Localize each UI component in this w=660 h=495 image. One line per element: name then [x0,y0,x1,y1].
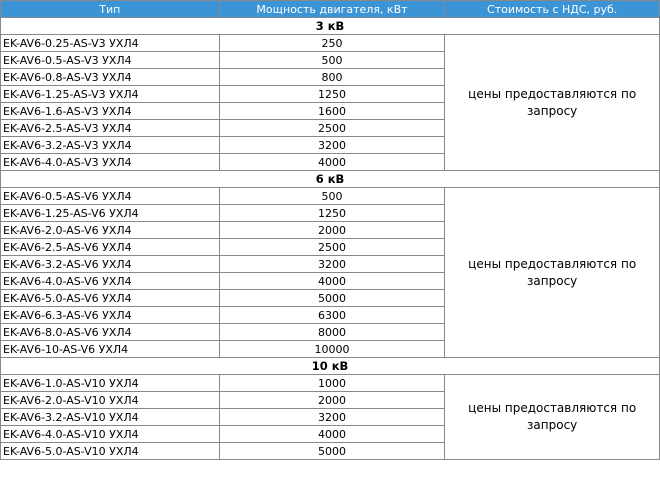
table-row [1,375,659,391]
cell-type: EK-AV6-4.0-AS-V6 УХЛ4 [1,273,219,289]
cell-power: 1250 [220,205,445,221]
cell-power: 4000 [220,426,445,442]
cell-price-note: цены предоставляются по запросу [445,188,659,357]
cell-power: 1250 [220,86,445,102]
cell-power: 10000 [220,341,445,357]
header-row [1,1,659,17]
cell-power: 3200 [220,137,445,153]
cell-price-note: цены предоставляются по запросу [445,35,659,170]
cell-type: EK-AV6-3.2-AS-V6 УХЛ4 [1,256,219,272]
cell-type: EK-AV6-3.2-AS-V3 УХЛ4 [1,137,219,153]
cell-power: 5000 [220,443,445,459]
cell-price-note: цены предоставляются по запросу [445,375,659,459]
cell-power: 2500 [220,120,445,136]
cell-type: EK-AV6-1.6-AS-V3 УХЛ4 [1,103,219,119]
section-row [1,171,659,187]
cell-type: EK-AV6-0.5-AS-V3 УХЛ4 [1,52,219,68]
section-title: 3 кВ [1,18,659,34]
header-type: Тип [1,1,219,17]
section-title: 10 кВ [1,358,659,374]
cell-type: EK-AV6-2.0-AS-V6 УХЛ4 [1,222,219,238]
cell-type: EK-AV6-10-AS-V6 УХЛ4 [1,341,219,357]
cell-power: 2000 [220,392,445,408]
cell-power: 4000 [220,273,445,289]
cell-type: EK-AV6-1.25-AS-V6 УХЛ4 [1,205,219,221]
table-header [1,1,659,17]
cell-power: 800 [220,69,445,85]
cell-type: EK-AV6-0.8-AS-V3 УХЛ4 [1,69,219,85]
cell-power: 500 [220,52,445,68]
cell-power: 3200 [220,409,445,425]
cell-type: EK-AV6-5.0-AS-V10 УХЛ4 [1,443,219,459]
section-row [1,18,659,34]
cell-power: 6300 [220,307,445,323]
cell-type: EK-AV6-2.5-AS-V3 УХЛ4 [1,120,219,136]
section-title: 6 кВ [1,171,659,187]
cell-type: EK-AV6-8.0-AS-V6 УХЛ4 [1,324,219,340]
cell-type: EK-AV6-0.5-AS-V6 УХЛ4 [1,188,219,204]
table-row [1,188,659,204]
cell-power: 8000 [220,324,445,340]
cell-type: EK-AV6-3.2-AS-V10 УХЛ4 [1,409,219,425]
cell-power: 2000 [220,222,445,238]
header-price: Стоимость с НДС, руб. [445,1,659,17]
section-row [1,358,659,374]
cell-power: 2500 [220,239,445,255]
cell-type: EK-AV6-2.0-AS-V10 УХЛ4 [1,392,219,408]
cell-power: 1000 [220,375,445,391]
cell-type: EK-AV6-1.25-AS-V3 УХЛ4 [1,86,219,102]
cell-type: EK-AV6-4.0-AS-V3 УХЛ4 [1,154,219,170]
cell-type: EK-AV6-1.0-AS-V10 УХЛ4 [1,375,219,391]
cell-power: 250 [220,35,445,51]
header-power: Мощность двигателя, кВт [220,1,445,17]
cell-power: 1600 [220,103,445,119]
table-body [1,18,659,459]
cell-power: 3200 [220,256,445,272]
cell-power: 5000 [220,290,445,306]
cell-power: 4000 [220,154,445,170]
table-row [1,35,659,51]
cell-type: EK-AV6-4.0-AS-V10 УХЛ4 [1,426,219,442]
cell-type: EK-AV6-6.3-AS-V6 УХЛ4 [1,307,219,323]
cell-power: 500 [220,188,445,204]
cell-type: EK-AV6-5.0-AS-V6 УХЛ4 [1,290,219,306]
cell-type: EK-AV6-0.25-AS-V3 УХЛ4 [1,35,219,51]
cell-type: EK-AV6-2.5-AS-V6 УХЛ4 [1,239,219,255]
